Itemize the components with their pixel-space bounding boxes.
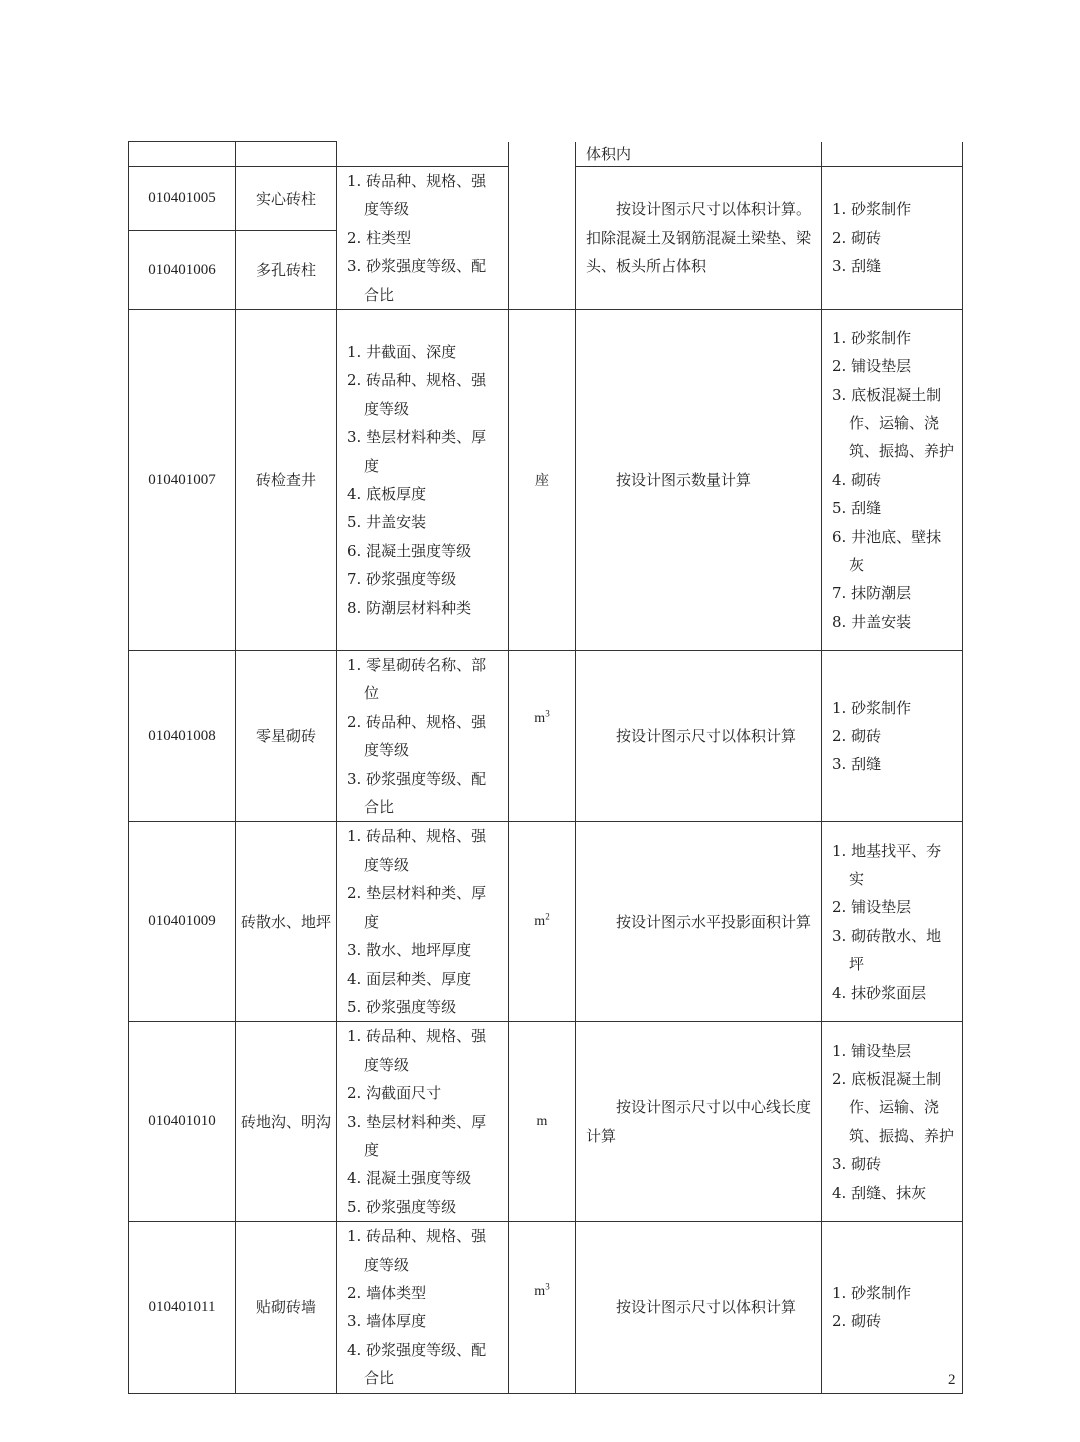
unit-superscript: 2 (545, 911, 550, 922)
unit-base: m (534, 1284, 546, 1300)
item-name: 多孔砖柱 (236, 231, 337, 310)
feature-item: 8. 防潮层材料种类 (347, 598, 472, 617)
work-item: 2. 铺设垫层 (832, 357, 912, 376)
rule-cell: 按设计图示尺寸以体积计算 (576, 651, 822, 822)
feature-item: 2. 柱类型 (347, 228, 412, 247)
unit-base: m (534, 913, 546, 929)
features-cell (337, 142, 509, 167)
work-cell (822, 651, 963, 822)
item-code: 010401008 (129, 651, 236, 822)
table-row (129, 1222, 963, 1393)
feature-item: 1. 砖品种、规格、强度等级 (347, 827, 487, 874)
table-row (129, 651, 963, 822)
feature-item: 3. 墙体厚度 (347, 1312, 427, 1331)
item-code: 010401010 (129, 1022, 236, 1222)
work-item: 2. 砌砖 (832, 1312, 882, 1331)
feature-item: 6. 混凝土强度等级 (347, 541, 472, 560)
work-item: 5. 刮缝 (832, 499, 882, 518)
work-item: 1. 铺设垫层 (832, 1041, 912, 1060)
work-item: 8. 井盖安装 (832, 612, 912, 631)
unit-superscript: 3 (545, 1281, 550, 1292)
feature-item: 2. 墙体类型 (347, 1283, 427, 1302)
work-item: 1. 地基找平、夯实 (832, 841, 942, 889)
rule-cell: 体积内 (576, 142, 822, 167)
rule-cell: 按设计图示数量计算 (576, 310, 822, 651)
feature-item: 5. 砂浆强度等级 (347, 997, 457, 1016)
feature-item: 3. 垫层材料种类、厚度 (347, 1112, 487, 1159)
feature-item: 4. 面层种类、厚度 (347, 969, 472, 988)
work-item: 4. 刮缝、抹灰 (832, 1183, 927, 1202)
feature-item: 1. 零星砌砖名称、部位 (347, 656, 487, 703)
work-item: 1. 砂浆制作 (832, 200, 912, 219)
unit-superscript: 3 (545, 708, 550, 719)
unit-cell (509, 822, 576, 1022)
item-name: 实心砖柱 (236, 167, 337, 231)
unit-cell (509, 142, 576, 310)
work-cell (822, 1022, 963, 1222)
feature-item: 1. 砖品种、规格、强度等级 (347, 1027, 487, 1074)
table-row (129, 822, 963, 1022)
work-cell (822, 822, 963, 1022)
feature-item: 5. 井盖安装 (347, 513, 427, 532)
feature-item: 2. 砖品种、规格、强度等级 (347, 371, 487, 418)
work-item: 3. 刮缝 (832, 755, 882, 774)
work-item: 1. 砂浆制作 (832, 328, 912, 347)
work-item: 3. 底板混凝土制作、运输、浇筑、振捣、养护 (832, 385, 955, 461)
table-row (129, 1022, 963, 1222)
code-cell (129, 142, 236, 167)
page-number: 2 (948, 1372, 956, 1388)
feature-item: 1. 砖品种、规格、强度等级 (347, 172, 487, 219)
work-item: 2. 砌砖 (832, 727, 882, 746)
unit-cell: 座 (509, 310, 576, 651)
feature-item: 7. 砂浆强度等级 (347, 570, 457, 589)
work-item: 1. 砂浆制作 (832, 1283, 912, 1302)
item-name: 砖检查井 (236, 310, 337, 651)
item-code: 010401009 (129, 822, 236, 1022)
rule-cell: 按设计图示尺寸以中心线长度计算 (576, 1022, 822, 1222)
work-item: 1. 砂浆制作 (832, 698, 912, 717)
feature-item: 2. 垫层材料种类、厚度 (347, 884, 487, 931)
work-item: 4. 抹砂浆面层 (832, 983, 927, 1002)
item-code: 010401007 (129, 310, 236, 651)
unit-cell (509, 651, 576, 822)
feature-item: 4. 砂浆强度等级、配合比 (347, 1340, 487, 1388)
work-item: 2. 底板混凝土制作、运输、浇筑、振捣、养护 (832, 1069, 955, 1145)
table-row (129, 142, 963, 167)
work-item: 3. 砌砖散水、地坪 (832, 926, 942, 974)
work-item: 2. 砌砖 (832, 228, 882, 247)
work-item: 6. 井池底、壁抹灰 (832, 527, 942, 575)
item-name: 贴砌砖墙 (236, 1222, 337, 1393)
work-cell (822, 310, 963, 651)
rule-cell: 按设计图示水平投影面积计算 (576, 822, 822, 1022)
work-item: 4. 砌砖 (832, 470, 882, 489)
feature-item: 3. 垫层材料种类、厚度 (347, 428, 487, 475)
features-cell (337, 822, 509, 1022)
item-code: 010401005 (129, 167, 236, 231)
feature-item: 5. 砂浆强度等级 (347, 1197, 457, 1216)
features-cell (337, 651, 509, 822)
features-cell (337, 167, 509, 310)
work-item: 3. 砌砖 (832, 1155, 882, 1174)
item-name: 砖散水、地坪 (236, 822, 337, 1022)
feature-item: 4. 混凝土强度等级 (347, 1169, 472, 1188)
features-cell (337, 1022, 509, 1222)
rule-cell: 按设计图示尺寸以体积计算 (576, 1222, 822, 1393)
feature-item: 1. 井截面、深度 (347, 343, 457, 361)
feature-item: 3. 砂浆强度等级、配合比 (347, 257, 487, 304)
name-cell (236, 142, 337, 167)
unit-base: m (534, 711, 546, 727)
feature-item: 1. 砖品种、规格、强度等级 (347, 1227, 487, 1274)
features-cell (337, 310, 509, 651)
bill-of-quantities-table (128, 141, 963, 1394)
feature-item: 4. 底板厚度 (347, 485, 427, 504)
feature-item: 3. 砂浆强度等级、配合比 (347, 769, 487, 817)
feature-item: 3. 散水、地坪厚度 (347, 941, 472, 960)
work-item: 7. 抹防潮层 (832, 584, 912, 603)
unit-cell (509, 1222, 576, 1393)
features-cell (337, 1222, 509, 1393)
feature-item: 2. 砖品种、规格、强度等级 (347, 712, 487, 760)
table-row (129, 310, 963, 651)
work-cell (822, 1222, 963, 1393)
item-name: 零星砌砖 (236, 651, 337, 822)
work-cell (822, 142, 963, 167)
work-cell (822, 167, 963, 310)
feature-item: 2. 沟截面尺寸 (347, 1084, 442, 1103)
rule-cell: 按设计图示尺寸以体积计算。扣除混凝土及钢筋混凝土梁垫、梁头、板头所占体积 (576, 167, 822, 310)
item-name: 砖地沟、明沟 (236, 1022, 337, 1222)
work-item: 3. 刮缝 (832, 257, 882, 276)
work-item: 2. 铺设垫层 (832, 898, 912, 917)
unit-cell: m (509, 1022, 576, 1222)
item-code: 010401011 (129, 1222, 236, 1393)
item-code: 010401006 (129, 231, 236, 310)
